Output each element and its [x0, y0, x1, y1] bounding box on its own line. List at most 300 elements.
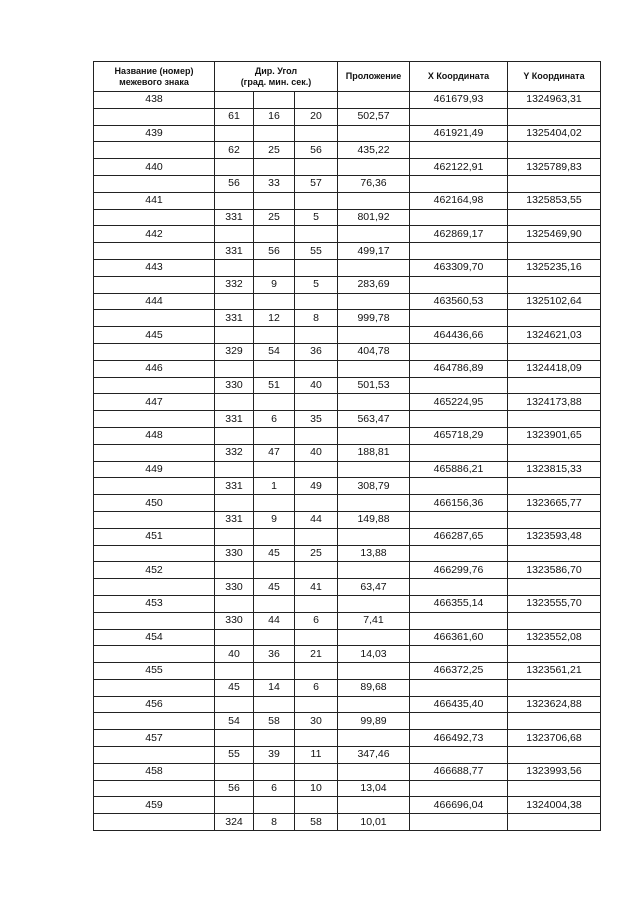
minutes-cell: 9	[254, 511, 295, 528]
point-name-cell: 443	[94, 259, 215, 276]
empty-cell	[295, 192, 338, 209]
empty-cell	[215, 595, 254, 612]
minutes-cell: 9	[254, 276, 295, 293]
header-direction-angle: Дир. Угол (град. мин. сек.)	[215, 62, 338, 92]
y-coordinate-cell: 1325102,64	[508, 293, 601, 310]
seconds-cell: 36	[295, 343, 338, 360]
point-name-cell: 442	[94, 226, 215, 243]
distance-cell: 13,88	[338, 545, 410, 562]
y-coordinate-cell: 1323993,56	[508, 763, 601, 780]
degrees-cell: 45	[215, 679, 254, 696]
x-coordinate-cell: 465718,29	[410, 427, 508, 444]
seconds-cell: 55	[295, 243, 338, 260]
empty-cell	[338, 461, 410, 478]
minutes-cell: 45	[254, 545, 295, 562]
y-coordinate-cell: 1324963,31	[508, 92, 601, 109]
empty-cell	[94, 377, 215, 394]
degrees-cell: 331	[215, 411, 254, 428]
empty-cell	[215, 327, 254, 344]
table-row-point	[94, 763, 601, 780]
empty-cell	[254, 92, 295, 109]
header-x-coordinate: X Координата	[410, 62, 508, 92]
point-name-cell: 450	[94, 495, 215, 512]
empty-cell	[215, 663, 254, 680]
x-coordinate-cell: 464436,66	[410, 327, 508, 344]
empty-cell	[410, 377, 508, 394]
empty-cell	[508, 679, 601, 696]
empty-cell	[254, 495, 295, 512]
point-name-cell: 452	[94, 562, 215, 579]
x-coordinate-cell: 462869,17	[410, 226, 508, 243]
empty-cell	[94, 679, 215, 696]
empty-cell	[338, 763, 410, 780]
x-coordinate-cell: 462122,91	[410, 159, 508, 176]
x-coordinate-cell: 465886,21	[410, 461, 508, 478]
empty-cell	[254, 562, 295, 579]
empty-cell	[295, 528, 338, 545]
table-row-segment	[94, 310, 601, 327]
x-coordinate-cell: 466696,04	[410, 797, 508, 814]
empty-cell	[254, 730, 295, 747]
empty-cell	[508, 780, 601, 797]
table-row-segment	[94, 612, 601, 629]
empty-cell	[508, 243, 601, 260]
empty-cell	[338, 495, 410, 512]
distance-cell: 188,81	[338, 444, 410, 461]
table-row-segment	[94, 511, 601, 528]
coordinates-table	[93, 61, 601, 831]
seconds-cell: 40	[295, 444, 338, 461]
table-row-segment	[94, 646, 601, 663]
degrees-cell: 331	[215, 511, 254, 528]
point-name-cell: 440	[94, 159, 215, 176]
y-coordinate-cell: 1325235,16	[508, 259, 601, 276]
seconds-cell: 5	[295, 209, 338, 226]
distance-cell: 563,47	[338, 411, 410, 428]
table-row-point	[94, 125, 601, 142]
empty-cell	[215, 696, 254, 713]
x-coordinate-cell: 466355,14	[410, 595, 508, 612]
empty-cell	[508, 579, 601, 596]
empty-cell	[410, 175, 508, 192]
y-coordinate-cell: 1323624,88	[508, 696, 601, 713]
x-coordinate-cell: 466435,40	[410, 696, 508, 713]
table-row-segment	[94, 713, 601, 730]
empty-cell	[508, 108, 601, 125]
empty-cell	[295, 461, 338, 478]
empty-cell	[295, 495, 338, 512]
y-coordinate-cell: 1324418,09	[508, 360, 601, 377]
table-row-point	[94, 528, 601, 545]
minutes-cell: 44	[254, 612, 295, 629]
empty-cell	[410, 612, 508, 629]
y-coordinate-cell: 1324621,03	[508, 327, 601, 344]
y-coordinate-cell: 1325789,83	[508, 159, 601, 176]
empty-cell	[295, 226, 338, 243]
table-header-row	[94, 62, 601, 92]
degrees-cell: 62	[215, 142, 254, 159]
degrees-cell: 330	[215, 377, 254, 394]
empty-cell	[410, 444, 508, 461]
empty-cell	[94, 243, 215, 260]
point-name-cell: 457	[94, 730, 215, 747]
empty-cell	[215, 562, 254, 579]
table-row-point	[94, 159, 601, 176]
empty-cell	[215, 159, 254, 176]
empty-cell	[338, 360, 410, 377]
empty-cell	[508, 411, 601, 428]
point-name-cell: 439	[94, 125, 215, 142]
empty-cell	[338, 293, 410, 310]
empty-cell	[338, 595, 410, 612]
table-row-segment	[94, 411, 601, 428]
seconds-cell: 41	[295, 579, 338, 596]
x-coordinate-cell: 466156,36	[410, 495, 508, 512]
y-coordinate-cell: 1324173,88	[508, 394, 601, 411]
empty-cell	[338, 259, 410, 276]
empty-cell	[254, 192, 295, 209]
empty-cell	[508, 747, 601, 764]
distance-cell: 347,46	[338, 747, 410, 764]
empty-cell	[410, 646, 508, 663]
empty-cell	[295, 562, 338, 579]
x-coordinate-cell: 465224,95	[410, 394, 508, 411]
empty-cell	[338, 696, 410, 713]
seconds-cell: 20	[295, 108, 338, 125]
x-coordinate-cell: 466299,76	[410, 562, 508, 579]
empty-cell	[338, 192, 410, 209]
degrees-cell: 56	[215, 175, 254, 192]
empty-cell	[254, 696, 295, 713]
degrees-cell: 55	[215, 747, 254, 764]
table-row-segment	[94, 545, 601, 562]
minutes-cell: 56	[254, 243, 295, 260]
empty-cell	[254, 528, 295, 545]
seconds-cell: 44	[295, 511, 338, 528]
degrees-cell: 332	[215, 276, 254, 293]
empty-cell	[508, 175, 601, 192]
point-name-cell: 438	[94, 92, 215, 109]
empty-cell	[410, 343, 508, 360]
degrees-cell: 56	[215, 780, 254, 797]
table-row-segment	[94, 679, 601, 696]
empty-cell	[215, 293, 254, 310]
table-row-point	[94, 562, 601, 579]
empty-cell	[338, 528, 410, 545]
empty-cell	[295, 663, 338, 680]
empty-cell	[508, 343, 601, 360]
degrees-cell: 329	[215, 343, 254, 360]
empty-cell	[295, 629, 338, 646]
distance-cell: 435,22	[338, 142, 410, 159]
empty-cell	[508, 142, 601, 159]
empty-cell	[295, 125, 338, 142]
empty-cell	[215, 797, 254, 814]
empty-cell	[338, 663, 410, 680]
empty-cell	[508, 646, 601, 663]
point-name-cell: 458	[94, 763, 215, 780]
x-coordinate-cell: 466361,60	[410, 629, 508, 646]
minutes-cell: 58	[254, 713, 295, 730]
empty-cell	[410, 276, 508, 293]
y-coordinate-cell: 1323665,77	[508, 495, 601, 512]
empty-cell	[508, 814, 601, 831]
empty-cell	[295, 797, 338, 814]
empty-cell	[295, 595, 338, 612]
table-row-point	[94, 461, 601, 478]
x-coordinate-cell: 463309,70	[410, 259, 508, 276]
empty-cell	[254, 763, 295, 780]
table-row-point	[94, 360, 601, 377]
empty-cell	[338, 730, 410, 747]
empty-cell	[254, 394, 295, 411]
minutes-cell: 36	[254, 646, 295, 663]
empty-cell	[410, 243, 508, 260]
empty-cell	[508, 545, 601, 562]
distance-cell: 10,01	[338, 814, 410, 831]
point-name-cell: 441	[94, 192, 215, 209]
seconds-cell: 10	[295, 780, 338, 797]
empty-cell	[94, 747, 215, 764]
minutes-cell: 16	[254, 108, 295, 125]
empty-cell	[254, 293, 295, 310]
distance-cell: 283,69	[338, 276, 410, 293]
empty-cell	[295, 427, 338, 444]
empty-cell	[410, 679, 508, 696]
empty-cell	[410, 310, 508, 327]
table-row-point	[94, 797, 601, 814]
point-name-cell: 454	[94, 629, 215, 646]
empty-cell	[215, 730, 254, 747]
empty-cell	[508, 276, 601, 293]
empty-cell	[410, 545, 508, 562]
seconds-cell: 5	[295, 276, 338, 293]
seconds-cell: 40	[295, 377, 338, 394]
point-name-cell: 444	[94, 293, 215, 310]
table-row-point	[94, 663, 601, 680]
empty-cell	[215, 528, 254, 545]
minutes-cell: 12	[254, 310, 295, 327]
empty-cell	[254, 259, 295, 276]
empty-cell	[215, 192, 254, 209]
table-row-point	[94, 259, 601, 276]
empty-cell	[295, 360, 338, 377]
table-row-segment	[94, 377, 601, 394]
empty-cell	[94, 444, 215, 461]
distance-cell: 149,88	[338, 511, 410, 528]
empty-cell	[254, 226, 295, 243]
empty-cell	[94, 175, 215, 192]
distance-cell: 404,78	[338, 343, 410, 360]
table-row-point	[94, 730, 601, 747]
seconds-cell: 56	[295, 142, 338, 159]
empty-cell	[94, 612, 215, 629]
empty-cell	[254, 797, 295, 814]
header-distance: Проложение	[338, 62, 410, 92]
distance-cell: 499,17	[338, 243, 410, 260]
degrees-cell: 331	[215, 310, 254, 327]
x-coordinate-cell: 466287,65	[410, 528, 508, 545]
y-coordinate-cell: 1324004,38	[508, 797, 601, 814]
seconds-cell: 11	[295, 747, 338, 764]
distance-cell: 76,36	[338, 175, 410, 192]
table-row-segment	[94, 343, 601, 360]
distance-cell: 801,92	[338, 209, 410, 226]
point-name-cell: 445	[94, 327, 215, 344]
empty-cell	[338, 394, 410, 411]
minutes-cell: 6	[254, 411, 295, 428]
degrees-cell: 324	[215, 814, 254, 831]
empty-cell	[410, 579, 508, 596]
empty-cell	[215, 461, 254, 478]
empty-cell	[94, 276, 215, 293]
empty-cell	[410, 713, 508, 730]
empty-cell	[338, 629, 410, 646]
header-y-coordinate: Y Координата	[508, 62, 601, 92]
y-coordinate-cell: 1323901,65	[508, 427, 601, 444]
distance-cell: 14,03	[338, 646, 410, 663]
empty-cell	[508, 377, 601, 394]
empty-cell	[338, 226, 410, 243]
table-row-point	[94, 226, 601, 243]
table-body	[94, 92, 601, 831]
degrees-cell: 330	[215, 579, 254, 596]
minutes-cell: 51	[254, 377, 295, 394]
y-coordinate-cell: 1323586,70	[508, 562, 601, 579]
header-point-name: Название (номер) межевого знака	[94, 62, 215, 92]
empty-cell	[295, 293, 338, 310]
empty-cell	[254, 427, 295, 444]
table-row-point	[94, 595, 601, 612]
distance-cell: 502,57	[338, 108, 410, 125]
empty-cell	[295, 92, 338, 109]
table-row-point	[94, 293, 601, 310]
y-coordinate-cell: 1323593,48	[508, 528, 601, 545]
degrees-cell: 331	[215, 209, 254, 226]
degrees-cell: 61	[215, 108, 254, 125]
y-coordinate-cell: 1325853,55	[508, 192, 601, 209]
point-name-cell: 453	[94, 595, 215, 612]
distance-cell: 7,41	[338, 612, 410, 629]
empty-cell	[94, 713, 215, 730]
degrees-cell: 331	[215, 478, 254, 495]
seconds-cell: 30	[295, 713, 338, 730]
table-row-point	[94, 327, 601, 344]
seconds-cell: 49	[295, 478, 338, 495]
empty-cell	[295, 763, 338, 780]
empty-cell	[295, 159, 338, 176]
table-row-segment	[94, 276, 601, 293]
minutes-cell: 1	[254, 478, 295, 495]
empty-cell	[338, 327, 410, 344]
y-coordinate-cell: 1323815,33	[508, 461, 601, 478]
x-coordinate-cell: 462164,98	[410, 192, 508, 209]
empty-cell	[94, 511, 215, 528]
empty-cell	[94, 209, 215, 226]
table-row-segment	[94, 108, 601, 125]
point-name-cell: 448	[94, 427, 215, 444]
point-name-cell: 446	[94, 360, 215, 377]
empty-cell	[410, 108, 508, 125]
empty-cell	[94, 411, 215, 428]
table-row-segment	[94, 780, 601, 797]
seconds-cell: 35	[295, 411, 338, 428]
empty-cell	[295, 730, 338, 747]
empty-cell	[295, 327, 338, 344]
y-coordinate-cell: 1323555,70	[508, 595, 601, 612]
point-name-cell: 451	[94, 528, 215, 545]
y-coordinate-cell: 1325404,02	[508, 125, 601, 142]
empty-cell	[94, 310, 215, 327]
y-coordinate-cell: 1323561,21	[508, 663, 601, 680]
minutes-cell: 6	[254, 780, 295, 797]
empty-cell	[94, 646, 215, 663]
empty-cell	[295, 696, 338, 713]
minutes-cell: 25	[254, 209, 295, 226]
empty-cell	[410, 780, 508, 797]
empty-cell	[254, 595, 295, 612]
empty-cell	[410, 511, 508, 528]
degrees-cell: 330	[215, 545, 254, 562]
table-row-segment	[94, 478, 601, 495]
table-row-segment	[94, 814, 601, 831]
minutes-cell: 14	[254, 679, 295, 696]
empty-cell	[254, 629, 295, 646]
table-row-segment	[94, 579, 601, 596]
minutes-cell: 25	[254, 142, 295, 159]
empty-cell	[338, 797, 410, 814]
minutes-cell: 45	[254, 579, 295, 596]
x-coordinate-cell: 466688,77	[410, 763, 508, 780]
empty-cell	[508, 310, 601, 327]
empty-cell	[94, 814, 215, 831]
distance-cell: 89,68	[338, 679, 410, 696]
seconds-cell: 8	[295, 310, 338, 327]
empty-cell	[94, 780, 215, 797]
table-row-point	[94, 495, 601, 512]
empty-cell	[94, 545, 215, 562]
empty-cell	[254, 327, 295, 344]
empty-cell	[215, 394, 254, 411]
x-coordinate-cell: 461679,93	[410, 92, 508, 109]
table-row-segment	[94, 142, 601, 159]
distance-cell: 999,78	[338, 310, 410, 327]
empty-cell	[94, 478, 215, 495]
degrees-cell: 331	[215, 243, 254, 260]
distance-cell: 501,53	[338, 377, 410, 394]
empty-cell	[295, 259, 338, 276]
distance-cell: 99,89	[338, 713, 410, 730]
y-coordinate-cell: 1325469,90	[508, 226, 601, 243]
degrees-cell: 54	[215, 713, 254, 730]
empty-cell	[410, 478, 508, 495]
empty-cell	[410, 142, 508, 159]
x-coordinate-cell: 461921,49	[410, 125, 508, 142]
empty-cell	[94, 579, 215, 596]
degrees-cell: 330	[215, 612, 254, 629]
x-coordinate-cell: 466372,25	[410, 663, 508, 680]
empty-cell	[215, 763, 254, 780]
empty-cell	[94, 108, 215, 125]
empty-cell	[254, 663, 295, 680]
empty-cell	[94, 343, 215, 360]
minutes-cell: 47	[254, 444, 295, 461]
table-row-segment	[94, 175, 601, 192]
empty-cell	[410, 411, 508, 428]
point-name-cell: 449	[94, 461, 215, 478]
seconds-cell: 6	[295, 612, 338, 629]
point-name-cell: 459	[94, 797, 215, 814]
